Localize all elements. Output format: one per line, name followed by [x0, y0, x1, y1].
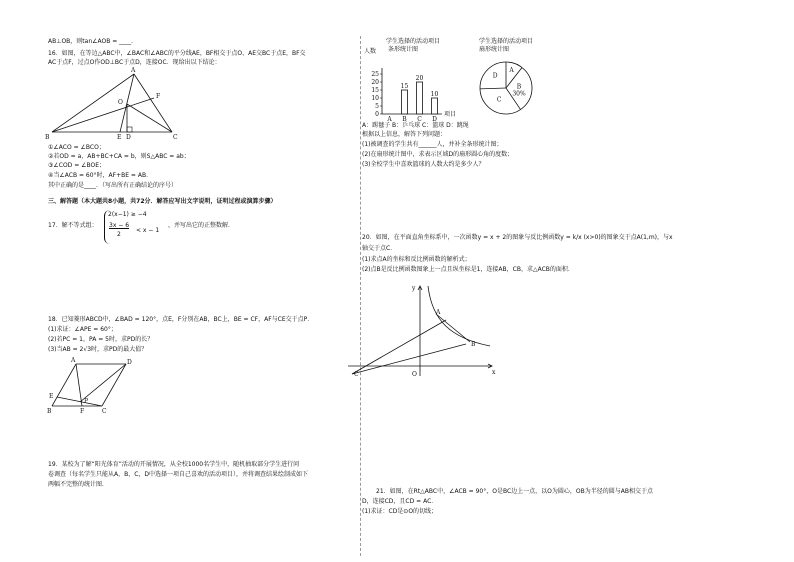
q19-line2: 卷调查（每名学生只能从A，B，C，D中选择一项自己喜欢的活动项目），并将调查结果绘制成如下 — [48, 471, 309, 478]
bar-ytick-label: 25 — [371, 71, 379, 78]
q16-conclusion-4: ④当∠ACB = 60°时，AF+BE = AB． — [48, 172, 153, 179]
segment-af — [76, 364, 82, 406]
bar-category-label: D — [432, 116, 437, 123]
segment-bf — [52, 98, 154, 132]
segment-oc — [127, 104, 172, 132]
q20-line1: 20．如图，在平面直角坐标系中，一次函数y = x + 2的图象与反比例函数y = k/x (x>0)的图象交于点A(1,m)，与x — [362, 234, 673, 241]
bar-ylabel: 人数 — [364, 48, 377, 55]
q19-question-1: (1)被调查的学生共有______人，并补全条形统计图； — [362, 141, 503, 148]
segment-pd — [80, 364, 126, 402]
q16-line2: AC于点F，过点O作OD⊥BC于点D，连接OC．现给出以下结论： — [48, 59, 221, 66]
bar-data-label: 10 — [430, 91, 439, 98]
bar-chart-title-1: 学生选择的活动项目 — [386, 38, 441, 45]
bar-data-label: 15 — [400, 83, 409, 90]
q19-question-3: (3)全校学生中喜欢篮球的人数大约是多少人？ — [362, 161, 485, 168]
bar — [402, 90, 408, 114]
hyperbola-curve — [428, 286, 490, 346]
pie-slice-label: A — [509, 66, 514, 74]
q20-line4: (2)点B是反比例函数图象上一点且纵坐标是1，连接AB，CB，求△ACB的面积． — [362, 266, 574, 273]
segment-ab — [436, 314, 470, 342]
q19-line3: 两幅不完整的统计图． — [48, 481, 109, 488]
q18-line2: (1)求证：∠APE = 60°； — [48, 326, 117, 333]
q18-rhombus-figure — [44, 356, 136, 418]
bar-xlabel: 项目 — [444, 111, 457, 118]
q19-question-intro: 根据以上信息，解答下列问题： — [362, 131, 447, 138]
q16-triangle-figure — [40, 66, 190, 142]
label-o: O — [412, 371, 417, 378]
q15-tail: AB⊥OB，则tan∠AOB = ____. — [48, 38, 134, 45]
bar-chart-title-2: 条形统计图 — [388, 46, 419, 53]
bar — [417, 82, 423, 114]
q16-line1: 16．如图，在等边△ABC中，∠BAC和∠ABC的平分线AE，BF相交于点O，AE交BC于点E，BF交 — [48, 50, 306, 57]
segment-cb — [352, 344, 466, 374]
label-f: F — [80, 408, 85, 415]
q21-line2: D，连接CD，且CD = AC． — [362, 498, 438, 505]
label-e: E — [117, 134, 122, 141]
label-b: B — [471, 341, 476, 348]
q17-inequality-1: 2(x−1) ≥ −4 — [108, 211, 147, 218]
label-a: A — [131, 67, 136, 74]
pie-chart — [476, 58, 536, 118]
activity-legend: A：踢毽子 B：乒乓球 C：篮球 D：跳绳 — [362, 122, 469, 129]
bar-category-label: A — [387, 116, 392, 123]
bar-ytick-label: 15 — [371, 87, 379, 94]
q16-conclusion-2: ②若OD = a，AB+BC+CA = b，则S△ABC = ab； — [48, 153, 190, 160]
q17-tail: ，并写出它的正整数解． — [168, 222, 235, 229]
pie-chart-title-2: 扇形统计图 — [479, 46, 510, 53]
q17-inequality-2-right: < x − 1 — [136, 227, 160, 234]
pie-slice-label: B — [516, 83, 522, 91]
q16-conclusion-1: ①∠ACO = ∠BCO； — [48, 144, 105, 151]
q18-line4: (3)当AB = 2√3时，求PD的最大值？ — [48, 346, 148, 353]
q19-question-2: (2)在扇形统计图中，求表示区域D的扇形圆心角的度数； — [362, 151, 514, 158]
pie-slice-percent: 30% — [512, 90, 526, 98]
axis-label-y: y — [412, 285, 416, 292]
q17-inequality-2-numerator: 3x − 6 — [109, 222, 130, 229]
label-c: C — [102, 408, 107, 415]
label-p: P — [84, 398, 89, 405]
right-angle-mark — [127, 127, 132, 132]
label-d: D — [127, 359, 132, 366]
label-b: B — [47, 408, 52, 415]
axis-label-x: x — [492, 369, 496, 376]
q21-line1: 21．如图，在Rt△ABC中，∠ACB = 90°，O是BC边上一点，以O为圆心，OB为半径的圆与AB相交于点 — [376, 488, 653, 495]
q18-line1: 18．已知菱形ABCD中，∠BAD = 120°，点E，F分别在AB，BC上，BE = CF，AF与CE交于点P． — [48, 316, 314, 323]
q20-coordinate-figure — [340, 280, 510, 380]
label-a: A — [436, 309, 441, 316]
pie-slice-label: D — [492, 72, 498, 80]
section-3-heading: 三、解答题（本大题共8小题，共72分．解答应写出文字说明，证明过程或演算步骤） — [48, 198, 277, 205]
label-c: C — [354, 371, 359, 378]
bar-data-label: 20 — [415, 75, 424, 82]
pie-chart-title-1: 学生选择的活动项目 — [479, 38, 534, 45]
label-b: B — [45, 134, 50, 141]
q20-line2: 轴交于点C． — [362, 245, 397, 252]
side-cd — [102, 364, 126, 406]
bar-ytick-label: 0 — [375, 111, 379, 118]
label-a: A — [71, 357, 76, 364]
q20-line3: (1)求点A的坐标和反比例函数的解析式； — [362, 256, 471, 263]
bar-ytick-label: 20 — [371, 79, 379, 86]
pie-slice-label: C — [496, 96, 502, 104]
segment-ce — [57, 397, 102, 406]
q17-inequality-2-denominator: 2 — [117, 231, 121, 238]
label-e: E — [49, 393, 54, 400]
q18-line3: (2)若PC = 1，PA = 5时，求PD的长？ — [48, 336, 154, 343]
bar-chart — [360, 44, 470, 122]
bar-category-label: C — [417, 116, 422, 123]
bar-ytick-label: 5 — [375, 103, 379, 110]
q16-answer-prompt: 其中正确的是____．（写出所有正确结论的序号） — [48, 182, 178, 189]
label-f: F — [156, 93, 161, 100]
label-o: O — [118, 99, 123, 106]
label-c: C — [173, 134, 178, 141]
q16-conclusion-3: ③∠COD = ∠BOE； — [48, 162, 106, 169]
bar-category-label: B — [402, 116, 407, 123]
q17-intro: 17．解不等式组： — [48, 222, 98, 229]
bar-ytick-label: 10 — [371, 95, 379, 102]
label-d: D — [126, 134, 131, 141]
bar — [432, 98, 438, 114]
q21-line3: (1)求证：CD是⊙O的切线； — [362, 508, 438, 515]
q19-line1: 19．某校为了解“阳光体育”活动的开展情况，从全校1000名学生中，随机抽取部分学生进行问 — [48, 461, 300, 468]
